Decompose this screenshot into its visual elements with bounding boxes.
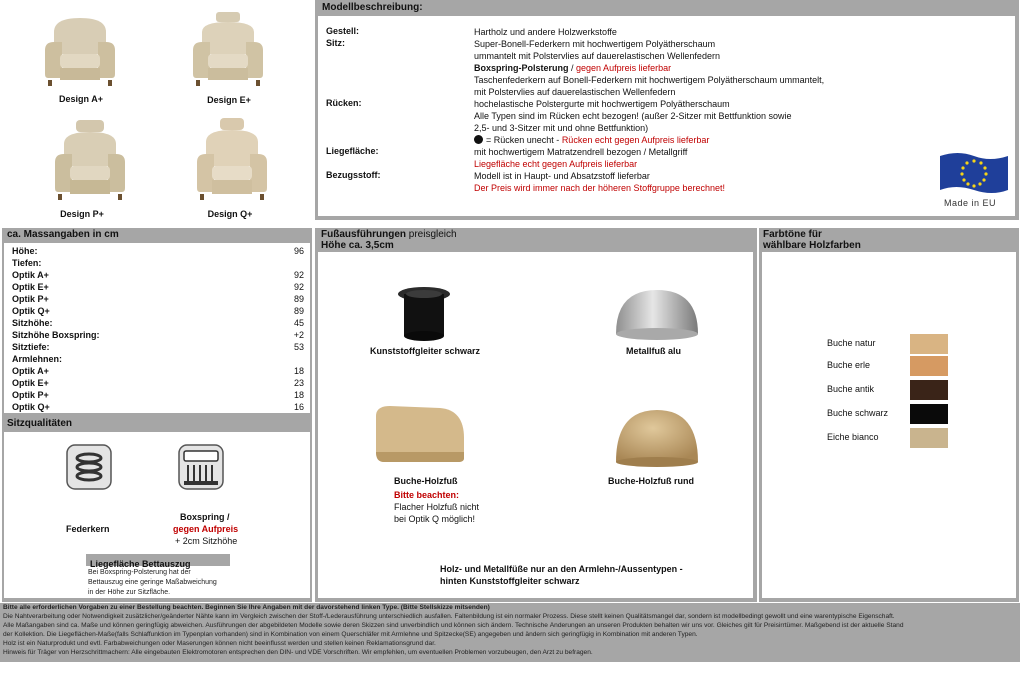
beech-foot-image — [370, 402, 470, 466]
feet-height: Höhe ca. 3,5cm — [321, 240, 394, 251]
metal-foot-label: Metallfuß alu — [626, 346, 682, 356]
armchair-image-e — [188, 10, 268, 92]
gestell-key: Gestell: — [326, 26, 360, 36]
measure-key: Sitzhöhe: — [12, 318, 53, 328]
ruecken-line-1: hochelastische Polstergurte mit hochwertigem Polyätherschaum — [474, 99, 730, 109]
beech-note-1: Flacher Holzfuß nicht — [394, 502, 480, 512]
ruecken-line-3: 2,5- und 3-Sitzer mit und ohne Bettfunktion) — [474, 123, 649, 133]
measure-key: Optik Q+ — [12, 306, 50, 316]
colors-panel — [759, 228, 1019, 602]
bettauszug-text-2: Bettauszug eine geringe Maßabweichung — [88, 579, 217, 586]
wood-color-swatch — [910, 356, 948, 376]
measure-row — [4, 378, 304, 390]
measure-row — [4, 270, 304, 282]
model-label-q: Design Q+ — [207, 209, 253, 219]
feet-title: Fußausführungen — [321, 229, 406, 240]
beech-foot-label: Buche-Holzfuß — [394, 476, 458, 486]
measure-value: 45 — [293, 318, 304, 328]
wood-color-swatch — [910, 380, 948, 400]
made-in-eu-label: Made in EU — [944, 198, 997, 208]
ruecken-key: Rücken: — [326, 98, 362, 108]
liege-key: Liegefläche: — [326, 146, 379, 156]
measure-key: Höhe: — [12, 246, 38, 256]
liege-line-2: Liegefläche echt gegen Aufpreis lieferbar — [474, 159, 638, 169]
sitz-line-5: mit Polstervlies auf dauerelastischen Wellenfedern — [474, 87, 676, 97]
measure-value: 23 — [293, 378, 304, 388]
measure-value: 89 — [293, 306, 304, 316]
beech-round-foot-label: Buche-Holzfuß rund — [608, 476, 694, 486]
boxspring-surcharge: gegen Aufpreis lieferbar — [576, 63, 672, 73]
measure-row — [4, 282, 304, 294]
boxspring-height-label: + 2cm Sitzhöhe — [175, 536, 238, 546]
wood-color-swatch — [910, 334, 948, 354]
measure-row — [4, 258, 304, 270]
measure-row — [4, 330, 304, 342]
beech-note-2: bei Optik Q möglich! — [394, 514, 476, 524]
sitz-line-4: Taschenfederkern auf Bonell-Federkern mit hochwertigem Polyätherschaum ummantelt, — [474, 75, 825, 85]
footer-line-6: Hinweis für Träger von Herzschrittmachern: Alle eingebauten Elektromotoren entsprechen den DIN- und VDE Vorschriften. Wir empfehlen, um eventuellen Problemen vorzubeugen, den Arzt zu befragen. — [3, 649, 593, 656]
measure-row — [4, 294, 304, 306]
feet-panel: Fußausführungen preisgleich Höhe ca. 3,5cm Kunststoffgleiter schwarz Metallfuß alu Buche-Holzfuß Bitte beachten: Flacher Holzfuß nicht bei Optik Q möglich! Buche-Holzfuß rund Holz- und Metallfüße nur an den Armlehn-/Aussentypen - hinten Kunststoffgleiter schwarz — [315, 228, 757, 602]
model-label-a: Design A+ — [59, 94, 103, 104]
beachten-label: Bitte beachten: — [394, 490, 460, 500]
measure-value: 18 — [293, 366, 304, 376]
measure-value: 18 — [293, 390, 304, 400]
sitz-line-1: Super-Bonell-Federkern mit hochwertigem Polyätherschaum — [474, 39, 716, 49]
footer-line-3: Alle Maßangaben sind ca. Maße und können geringfügig abweichen. Ausführungen der abgebildeten Modelle sowie deren Skizzen sind unverbindlich und können sich ändern. Technische Änderungen an unseren Produkten behalten wir uns vor. Gleiches gilt für Preisirrtümer. Maßgebend ist der aktuelle Stand — [3, 622, 904, 629]
sitz-key: Sitz: — [326, 38, 345, 48]
measures-panel — [2, 228, 312, 416]
armchair-image-a — [40, 12, 120, 92]
measure-value: 16 — [293, 402, 304, 412]
description-title: Modellbeschreibung: — [322, 2, 423, 13]
feet-note-2: hinten Kunststoffgleiter schwarz — [440, 576, 580, 586]
footer-panel — [0, 603, 1020, 662]
description-panel: Modellbeschreibung: Gestell: Hartholz und andere Holzwerkstoffe Sitz: Super-Bonell-Federkern mit hochwertigem Polyätherschaum ummantelt mit Polstervlies auf dauerelastischen Wellenfedern Boxspring-Polsterung / gegen Aufpreis lieferbar Taschenfederkern auf Bonell-Federkern mit hochwertigem Polyätherschaum ummantelt, mit Polstervlies auf dauerelastischen Wellenfedern Rücken: hochelastische Polstergurte mit hochwertigem Polyätherschaum Alle Typen sind im Rücken echt bezogen! (außer 2-Sitzer mit Bettfunktion sowie 2,5- und 3-Sitzer mit und ohne Bettfunktion) = Rücken unecht - Rücken echt gegen Aufpreis lieferbar Liegefläche: mit hochwertigem Matratzendrell bezogen / Metallgriff Liegefläche echt gegen Aufpreis lieferbar Bezugsstoff: Modell ist in Haupt- und Absatzstoff lieferbar Der Preis wird immer nach der höheren Stoffgruppe berechnet! Made in EU — [315, 0, 1019, 220]
wood-color-label: Buche antik — [827, 384, 875, 394]
measure-key: Optik A+ — [12, 270, 49, 280]
boxspring-icon — [178, 444, 224, 490]
measure-row — [4, 246, 304, 258]
measure-key: Sitzhöhe Boxspring: — [12, 330, 100, 340]
wood-color-label: Buche natur — [827, 338, 876, 348]
measure-row — [4, 342, 304, 354]
measure-value: 92 — [293, 270, 304, 280]
measure-key: Optik Q+ — [12, 402, 50, 412]
seat-quality-panel — [2, 416, 312, 602]
measure-row — [4, 354, 304, 366]
feet-note-1: Holz- und Metallfüße nur an den Armlehn-/Aussentypen - — [440, 564, 683, 574]
filled-circle-icon — [474, 135, 483, 144]
measure-row — [4, 318, 304, 330]
measure-row — [4, 402, 304, 414]
measure-key: Optik E+ — [12, 378, 49, 388]
measure-key: Optik E+ — [12, 282, 49, 292]
plastic-glide-image — [394, 284, 454, 344]
armchair-image-p — [50, 118, 130, 206]
armchair-image-q — [192, 116, 272, 206]
boxspring-title: Boxspring / — [180, 512, 230, 522]
spring-core-icon — [66, 444, 112, 490]
seat-quality-title: Sitzqualitäten — [7, 418, 73, 429]
measure-value: 89 — [293, 294, 304, 304]
wood-color-swatch — [910, 428, 948, 448]
wood-color-label: Eiche bianco — [827, 432, 879, 442]
bettauszug-text-3: in der Höhe zur Sitzfläche. — [88, 589, 171, 596]
bezug-key: Bezugsstoff: — [326, 170, 381, 180]
measure-key: Sitztiefe: — [12, 342, 50, 352]
measure-key: Optik P+ — [12, 294, 49, 304]
bezug-line-2: Der Preis wird immer nach der höheren Stoffgruppe berechnet! — [474, 183, 725, 193]
wood-color-label: Buche erle — [827, 360, 871, 370]
eu-flag-icon — [938, 150, 1010, 196]
model-label-e: Design E+ — [207, 95, 251, 105]
plastic-glide-label: Kunststoffgleiter schwarz — [370, 346, 481, 356]
liege-line-1: mit hochwertigem Matratzendrell bezogen / Metallgriff — [474, 147, 688, 157]
measure-value: 96 — [293, 246, 304, 256]
measure-row — [4, 390, 304, 402]
bettauszug-text-1: Bei Boxspring-Polsterung hat der — [88, 569, 191, 576]
federkern-label: Federkern — [66, 524, 110, 534]
beech-round-foot-image — [612, 406, 702, 468]
metal-foot-image — [612, 286, 702, 342]
model-label-p: Design P+ — [60, 209, 104, 219]
wood-color-label: Buche schwarz — [827, 408, 889, 418]
boxspring-surcharge-label: gegen Aufpreis — [173, 524, 239, 534]
measure-value: +2 — [293, 330, 304, 340]
bettauszug-header: Liegefläche Bettauszug — [86, 554, 230, 566]
footer-line-1: Bitte alle erforderlichen Vorgaben zu einer Bestellung beachten. Beginnen Sie Ihre Angaben mit der davorstehend linken Type. (Bitte Stellskizze mitsenden) — [3, 604, 490, 611]
measure-key: Tiefen: — [12, 258, 42, 268]
measure-row — [4, 306, 304, 318]
colors-title-2: wählbare Holzfarben — [763, 240, 861, 251]
wood-color-swatch — [910, 404, 948, 424]
measure-key: Optik P+ — [12, 390, 49, 400]
colors-title-1: Farbtöne für — [763, 229, 822, 240]
boxspring-label: Boxspring-Polsterung — [474, 63, 569, 73]
footer-line-2: Die Nahtverarbeitung oder Notwendigkeit zusätzlicher/geänderter Nähte kann im Vergleich zwischen der Stoff-/Lederausführung unterschiedlich ausfallen. Faltenbildung ist ein normaler Prozess. Diese stellt keinen Qualitätsmangel dar, sondern ist modellbedingt gewollt und eine warentypische Eigenschaft. — [3, 613, 895, 620]
measure-value: 53 — [293, 342, 304, 352]
ruecken-line-2: Alle Typen sind im Rücken echt bezogen! (außer 2-Sitzer mit Bettfunktion sowie — [474, 111, 792, 121]
measure-key: Armlehnen: — [12, 354, 63, 364]
footer-line-5: Holz ist ein Naturprodukt und evtl. Farbabweichungen oder Maserungen können nicht beeinflusst werden und stellen keinen Reklamationsgrund dar. — [3, 640, 436, 647]
measure-row — [4, 366, 304, 378]
bezug-line-1: Modell ist in Haupt- und Absatzstoff lieferbar — [474, 171, 650, 181]
footer-line-4: der Kollektion. Die Liegeflächen-Maße(falls Schlaffunktion im Typenplan vorhanden) sind in Kombination von einem Querschläfer mit Armlehne und Spitzecke(SE) angegeben und ändern sich geringfügig in Kombination mit anderen Typen. — [3, 631, 698, 638]
measure-key: Optik A+ — [12, 366, 49, 376]
gestell-value: Hartholz und andere Holzwerkstoffe — [474, 27, 617, 37]
sitz-line-2: ummantelt mit Polstervlies auf dauerelastischen Wellenfedern — [474, 51, 720, 61]
measures-title: ca. Massangaben in cm — [7, 229, 119, 240]
measure-value: 92 — [293, 282, 304, 292]
